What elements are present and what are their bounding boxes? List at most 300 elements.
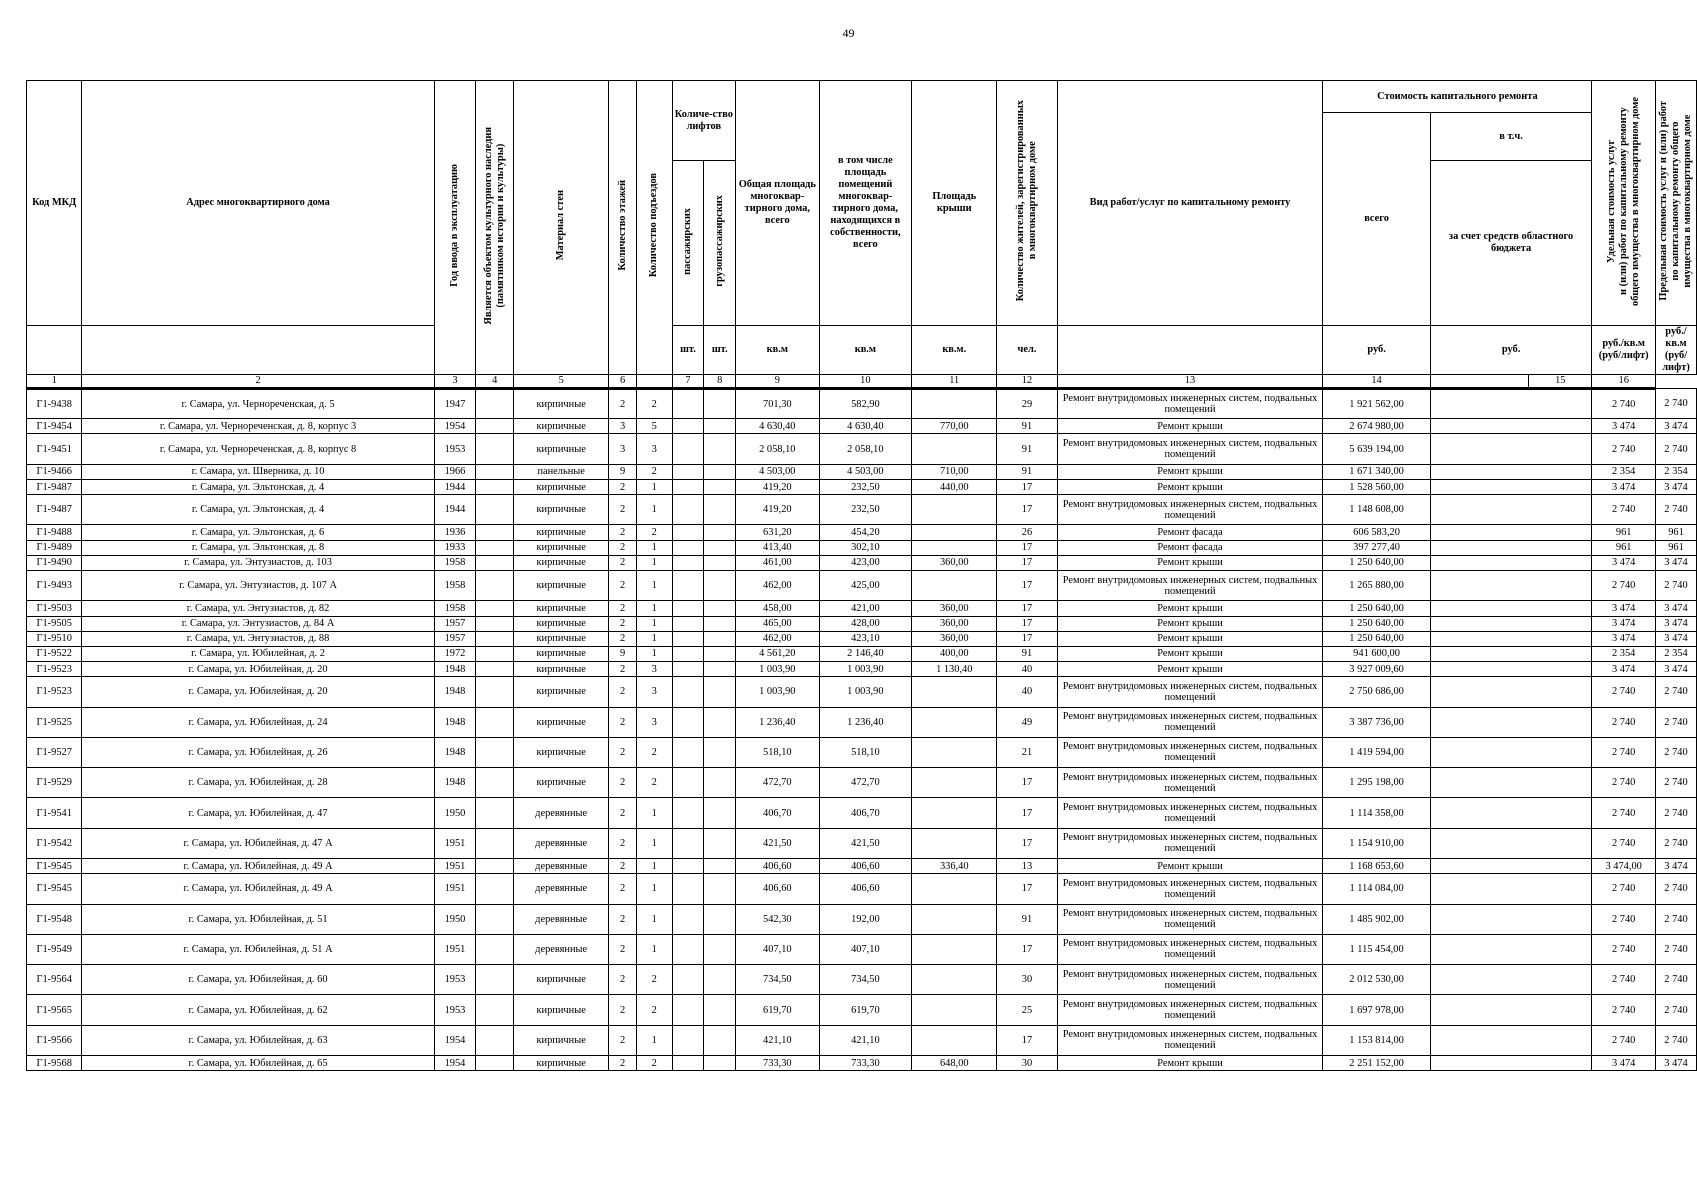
cell-lift-cargo	[704, 646, 736, 661]
cell-address: г. Самара, ул. Чернореченская, д. 5	[82, 389, 434, 419]
cell-unit-cost: 2 740	[1592, 434, 1656, 464]
cell-code: Г1-9454	[27, 419, 82, 434]
cell-cost-total: 1 114 084,00	[1323, 874, 1430, 904]
cell-code: Г1-9503	[27, 601, 82, 616]
header-max-cost: Предельная стоимость услуг и (или) работ по капитальному ремонту общего имущества в многоквартирном доме	[1656, 81, 1697, 326]
cell-roof-area	[912, 737, 997, 767]
cell-max-cost: 2 354	[1656, 464, 1697, 479]
cell-heritage	[476, 662, 514, 677]
cell-cost-total: 1 528 560,00	[1323, 479, 1430, 494]
cell-roof-area	[912, 571, 997, 601]
cell-max-cost: 2 740	[1656, 571, 1697, 601]
cell-lift-cargo	[704, 874, 736, 904]
cell-cost-regional	[1430, 707, 1592, 737]
cell-residents: 29	[997, 389, 1057, 419]
cell-residents: 17	[997, 540, 1057, 555]
cell-unit-cost: 2 740	[1592, 1025, 1656, 1055]
cell-cost-total: 1 153 814,00	[1323, 1025, 1430, 1055]
table-row	[27, 662, 1697, 677]
cell-cost-regional	[1430, 1056, 1592, 1071]
cell-floors: 2	[609, 1056, 637, 1071]
cell-cost-total: 3 927 009,60	[1323, 662, 1430, 677]
column-number: 9	[736, 375, 819, 389]
cell-cost-regional	[1430, 646, 1592, 661]
cell-entrances: 1	[636, 540, 672, 555]
cell-year: 1957	[434, 616, 476, 631]
cell-wall-material: кирпичные	[514, 737, 609, 767]
table-row	[27, 874, 1697, 904]
unit-residents: чел.	[997, 326, 1057, 375]
cell-floors: 2	[609, 798, 637, 828]
cell-roof-area	[912, 434, 997, 464]
cell-wall-material: кирпичные	[514, 631, 609, 646]
cell-roof-area: 336,40	[912, 859, 997, 874]
cell-code: Г1-9545	[27, 874, 82, 904]
cell-heritage	[476, 419, 514, 434]
cell-code: Г1-9488	[27, 525, 82, 540]
cell-address: г. Самара, ул. Эльтонская, д. 4	[82, 495, 434, 525]
cell-work-type: Ремонт крыши	[1057, 631, 1323, 646]
header-floors: Количество этажей	[609, 81, 637, 375]
cell-roof-area	[912, 828, 997, 858]
page-number: 49	[842, 26, 855, 40]
cell-owned-area: 1 003,90	[819, 662, 912, 677]
cell-wall-material: кирпичные	[514, 540, 609, 555]
cell-work-type: Ремонт внутридомовых инженерных систем, подвальных помещений	[1057, 995, 1323, 1025]
cell-total-area: 406,70	[736, 798, 819, 828]
cell-roof-area: 400,00	[912, 646, 997, 661]
cell-max-cost: 3 474	[1656, 859, 1697, 874]
cell-code: Г1-9566	[27, 1025, 82, 1055]
cell-cost-total: 1 148 608,00	[1323, 495, 1430, 525]
cell-residents: 91	[997, 419, 1057, 434]
unit-owned-area: кв.м	[819, 326, 912, 375]
cell-roof-area: 1 130,40	[912, 662, 997, 677]
cell-work-type: Ремонт внутридомовых инженерных систем, подвальных помещений	[1057, 904, 1323, 934]
cell-total-area: 4 561,20	[736, 646, 819, 661]
cell-wall-material: деревянные	[514, 798, 609, 828]
cell-entrances: 2	[636, 389, 672, 419]
cell-total-area: 701,30	[736, 389, 819, 419]
cell-address: г. Самара, ул. Чернореченская, д. 8, корпус 8	[82, 434, 434, 464]
header-owned-area: в том числе площадь помещений многоквар-тирного дома, находящихся в собственности, всего	[819, 81, 912, 326]
cell-cost-regional	[1430, 464, 1592, 479]
cell-roof-area	[912, 965, 997, 995]
cell-cost-regional	[1430, 419, 1592, 434]
cell-wall-material: кирпичные	[514, 419, 609, 434]
cell-owned-area: 421,00	[819, 601, 912, 616]
cell-heritage	[476, 479, 514, 494]
cell-roof-area	[912, 677, 997, 707]
cell-max-cost: 2 740	[1656, 434, 1697, 464]
cell-entrances: 1	[636, 555, 672, 570]
cell-year: 1951	[434, 859, 476, 874]
cell-max-cost: 2 740	[1656, 707, 1697, 737]
header-including: в т.ч.	[1430, 113, 1592, 161]
cell-unit-cost: 3 474	[1592, 419, 1656, 434]
cell-heritage	[476, 540, 514, 555]
cell-lift-passenger	[672, 677, 704, 707]
cell-wall-material: кирпичные	[514, 616, 609, 631]
cell-total-area: 461,00	[736, 555, 819, 570]
cell-owned-area: 407,10	[819, 934, 912, 964]
cell-roof-area	[912, 904, 997, 934]
cell-heritage	[476, 828, 514, 858]
cell-max-cost: 2 740	[1656, 874, 1697, 904]
cell-wall-material: кирпичные	[514, 1056, 609, 1071]
cell-entrances: 2	[636, 768, 672, 798]
unit-lift-cargo: шт.	[704, 326, 736, 375]
cell-unit-cost: 2 740	[1592, 495, 1656, 525]
column-number: 12	[997, 375, 1057, 389]
cell-heritage	[476, 904, 514, 934]
cell-unit-cost: 2 740	[1592, 995, 1656, 1025]
cell-residents: 91	[997, 464, 1057, 479]
cell-wall-material: деревянные	[514, 904, 609, 934]
cell-lift-passenger	[672, 662, 704, 677]
cell-residents: 17	[997, 934, 1057, 964]
cell-address: г. Самара, ул. Энтузиастов, д. 88	[82, 631, 434, 646]
cell-entrances: 1	[636, 859, 672, 874]
cell-roof-area: 360,00	[912, 555, 997, 570]
cell-entrances: 1	[636, 874, 672, 904]
cell-total-area: 421,50	[736, 828, 819, 858]
column-number: 13	[1057, 375, 1323, 389]
cell-work-type: Ремонт внутридомовых инженерных систем, подвальных помещений	[1057, 571, 1323, 601]
cell-cost-regional	[1430, 737, 1592, 767]
cell-residents: 49	[997, 707, 1057, 737]
cell-wall-material: деревянные	[514, 874, 609, 904]
cell-total-area: 619,70	[736, 995, 819, 1025]
unit-cost-total: руб.	[1323, 326, 1430, 375]
cell-work-type: Ремонт крыши	[1057, 464, 1323, 479]
cell-entrances: 1	[636, 828, 672, 858]
cell-address: г. Самара, ул. Энтузиастов, д. 82	[82, 601, 434, 616]
cell-max-cost: 2 740	[1656, 995, 1697, 1025]
cell-roof-area: 360,00	[912, 616, 997, 631]
cell-work-type: Ремонт внутридомовых инженерных систем, подвальных помещений	[1057, 874, 1323, 904]
cell-floors: 2	[609, 707, 637, 737]
cell-floors: 2	[609, 389, 637, 419]
cell-unit-cost: 2 740	[1592, 389, 1656, 419]
cell-cost-regional	[1430, 555, 1592, 570]
cell-year: 1957	[434, 631, 476, 646]
cell-max-cost: 2 354	[1656, 646, 1697, 661]
cell-entrances: 1	[636, 646, 672, 661]
cell-roof-area	[912, 995, 997, 1025]
cell-year: 1958	[434, 601, 476, 616]
cell-floors: 3	[609, 434, 637, 464]
cell-code: Г1-9527	[27, 737, 82, 767]
cell-wall-material: кирпичные	[514, 525, 609, 540]
cell-lift-cargo	[704, 707, 736, 737]
cell-wall-material: деревянные	[514, 934, 609, 964]
cell-lift-passenger	[672, 479, 704, 494]
cell-heritage	[476, 616, 514, 631]
cell-unit-cost: 3 474	[1592, 616, 1656, 631]
cell-work-type: Ремонт внутридомовых инженерных систем, подвальных помещений	[1057, 828, 1323, 858]
cell-code: Г1-9489	[27, 540, 82, 555]
cell-heritage	[476, 677, 514, 707]
cell-year: 1947	[434, 389, 476, 419]
cell-roof-area	[912, 495, 997, 525]
cell-wall-material: кирпичные	[514, 495, 609, 525]
cell-lift-passenger	[672, 525, 704, 540]
cell-floors: 2	[609, 1025, 637, 1055]
cell-lift-passenger	[672, 1025, 704, 1055]
header-entrances: Количество подъездов	[636, 81, 672, 375]
cell-work-type: Ремонт внутридомовых инженерных систем, подвальных помещений	[1057, 1025, 1323, 1055]
cell-lift-cargo	[704, 434, 736, 464]
cell-roof-area	[912, 934, 997, 964]
table-row	[27, 495, 1697, 525]
cell-entrances: 3	[636, 707, 672, 737]
table-row	[27, 995, 1697, 1025]
cell-address: г. Самара, ул. Юбилейная, д. 63	[82, 1025, 434, 1055]
cell-lift-passenger	[672, 571, 704, 601]
cell-max-cost: 3 474	[1656, 631, 1697, 646]
cell-address: г. Самара, ул. Юбилейная, д. 28	[82, 768, 434, 798]
header-unit-cost: Удельная стоимость услуг и (или) работ по капитальному ремонту общего имущества в многоквартирном доме	[1592, 81, 1656, 326]
cell-cost-regional	[1430, 874, 1592, 904]
cell-wall-material: кирпичные	[514, 601, 609, 616]
cell-lift-passenger	[672, 828, 704, 858]
cell-roof-area	[912, 540, 997, 555]
column-number: 14	[1323, 375, 1430, 389]
cell-address: г. Самара, ул. Юбилейная, д. 2	[82, 646, 434, 661]
cell-year: 1953	[434, 965, 476, 995]
cell-residents: 17	[997, 601, 1057, 616]
cell-lift-cargo	[704, 828, 736, 858]
cell-wall-material: кирпичные	[514, 1025, 609, 1055]
cell-unit-cost: 2 354	[1592, 464, 1656, 479]
cell-wall-material: кирпичные	[514, 571, 609, 601]
cell-total-area: 406,60	[736, 874, 819, 904]
cell-year: 1950	[434, 904, 476, 934]
table-row	[27, 646, 1697, 661]
column-number	[1430, 375, 1528, 389]
cell-code: Г1-9490	[27, 555, 82, 570]
cell-owned-area: 1 236,40	[819, 707, 912, 737]
cell-floors: 2	[609, 525, 637, 540]
cell-owned-area: 454,20	[819, 525, 912, 540]
table-row	[27, 828, 1697, 858]
cell-floors: 2	[609, 662, 637, 677]
cell-floors: 2	[609, 904, 637, 934]
unit-blank-2	[82, 326, 434, 375]
cell-work-type: Ремонт внутридомовых инженерных систем, подвальных помещений	[1057, 798, 1323, 828]
cell-year: 1948	[434, 737, 476, 767]
cell-cost-total: 397 277,40	[1323, 540, 1430, 555]
table-row	[27, 768, 1697, 798]
cell-entrances: 3	[636, 434, 672, 464]
cell-unit-cost: 3 474	[1592, 601, 1656, 616]
cell-address: г. Самара, ул. Эльтонская, д. 6	[82, 525, 434, 540]
cell-total-area: 4 503,00	[736, 464, 819, 479]
table-body	[27, 389, 1697, 1071]
cell-work-type: Ремонт внутридомовых инженерных систем, подвальных помещений	[1057, 965, 1323, 995]
cell-lift-passenger	[672, 874, 704, 904]
cell-cost-total: 2 674 980,00	[1323, 419, 1430, 434]
column-number: 5	[514, 375, 609, 389]
cell-code: Г1-9564	[27, 965, 82, 995]
cell-address: г. Самара, ул. Эльтонская, д. 8	[82, 540, 434, 555]
cell-roof-area: 440,00	[912, 479, 997, 494]
cell-roof-area	[912, 1025, 997, 1055]
cell-code: Г1-9487	[27, 479, 82, 494]
cell-lift-cargo	[704, 737, 736, 767]
cell-address: г. Самара, ул. Юбилейная, д. 20	[82, 662, 434, 677]
cell-lift-passenger	[672, 434, 704, 464]
cell-heritage	[476, 646, 514, 661]
cell-work-type: Ремонт внутридомовых инженерных систем, подвальных помещений	[1057, 737, 1323, 767]
cell-owned-area: 421,50	[819, 828, 912, 858]
cell-residents: 91	[997, 646, 1057, 661]
cell-code: Г1-9523	[27, 662, 82, 677]
header-lift-passenger: пассажирских	[672, 161, 704, 326]
cell-roof-area	[912, 525, 997, 540]
table-row	[27, 419, 1697, 434]
cell-total-area: 2 058,10	[736, 434, 819, 464]
column-number: 15	[1529, 375, 1592, 389]
cell-code: Г1-9529	[27, 768, 82, 798]
cell-lift-passenger	[672, 995, 704, 1025]
cell-total-area: 542,30	[736, 904, 819, 934]
cell-work-type: Ремонт внутридомовых инженерных систем, подвальных помещений	[1057, 495, 1323, 525]
unit-work-blank	[1057, 326, 1323, 375]
cell-roof-area: 648,00	[912, 1056, 997, 1071]
column-number: 7	[672, 375, 704, 389]
cell-lift-passenger	[672, 389, 704, 419]
cell-unit-cost: 961	[1592, 525, 1656, 540]
cell-address: г. Самара, ул. Юбилейная, д. 60	[82, 965, 434, 995]
cell-heritage	[476, 1056, 514, 1071]
cell-max-cost: 961	[1656, 540, 1697, 555]
cell-max-cost: 2 740	[1656, 828, 1697, 858]
cell-work-type: Ремонт крыши	[1057, 555, 1323, 570]
cell-cost-total: 1 419 594,00	[1323, 737, 1430, 767]
cell-wall-material: кирпичные	[514, 646, 609, 661]
cell-year: 1948	[434, 677, 476, 707]
cell-work-type: Ремонт внутридомовых инженерных систем, подвальных помещений	[1057, 389, 1323, 419]
cell-entrances: 1	[636, 934, 672, 964]
cell-cost-total: 941 600,00	[1323, 646, 1430, 661]
cell-lift-cargo	[704, 464, 736, 479]
table-row	[27, 1056, 1697, 1071]
cell-year: 1954	[434, 1056, 476, 1071]
cell-entrances: 2	[636, 525, 672, 540]
table-row	[27, 479, 1697, 494]
table-row	[27, 707, 1697, 737]
column-number-row	[27, 375, 1697, 389]
cell-wall-material: деревянные	[514, 859, 609, 874]
cell-entrances: 1	[636, 479, 672, 494]
cell-floors: 2	[609, 737, 637, 767]
cell-max-cost: 3 474	[1656, 479, 1697, 494]
cell-residents: 25	[997, 995, 1057, 1025]
cell-unit-cost: 2 740	[1592, 571, 1656, 601]
cell-residents: 17	[997, 571, 1057, 601]
cell-year: 1936	[434, 525, 476, 540]
cell-work-type: Ремонт крыши	[1057, 479, 1323, 494]
cell-cost-total: 1 168 653,60	[1323, 859, 1430, 874]
unit-blank-1	[27, 326, 82, 375]
cell-wall-material: панельные	[514, 464, 609, 479]
cell-roof-area: 360,00	[912, 631, 997, 646]
cell-unit-cost: 961	[1592, 540, 1656, 555]
cell-lift-cargo	[704, 1056, 736, 1071]
cell-total-area: 462,00	[736, 571, 819, 601]
cell-wall-material: деревянные	[514, 828, 609, 858]
cell-lift-passenger	[672, 965, 704, 995]
cell-lift-cargo	[704, 662, 736, 677]
cell-unit-cost: 2 740	[1592, 828, 1656, 858]
cell-max-cost: 2 740	[1656, 389, 1697, 419]
header-work-type: Вид работ/услуг по капитальному ремонту	[1057, 81, 1323, 326]
cell-total-area: 421,10	[736, 1025, 819, 1055]
cell-cost-regional	[1430, 1025, 1592, 1055]
cell-lift-passenger	[672, 934, 704, 964]
cell-year: 1953	[434, 434, 476, 464]
cell-floors: 2	[609, 677, 637, 707]
cell-residents: 17	[997, 616, 1057, 631]
cell-owned-area: 733,30	[819, 1056, 912, 1071]
cell-floors: 3	[609, 419, 637, 434]
cell-residents: 26	[997, 525, 1057, 540]
cell-lift-cargo	[704, 934, 736, 964]
cell-code: Г1-9548	[27, 904, 82, 934]
cell-year: 1951	[434, 874, 476, 904]
cell-owned-area: 4 503,00	[819, 464, 912, 479]
unit-unit-cost: руб./кв.м (руб/лифт)	[1592, 326, 1656, 375]
cell-work-type: Ремонт фасада	[1057, 525, 1323, 540]
cell-address: г. Самара, ул. Юбилейная, д. 62	[82, 995, 434, 1025]
cell-wall-material: кирпичные	[514, 965, 609, 995]
cell-floors: 2	[609, 965, 637, 995]
cell-owned-area: 1 003,90	[819, 677, 912, 707]
cell-residents: 13	[997, 859, 1057, 874]
cell-owned-area: 425,00	[819, 571, 912, 601]
cell-floors: 2	[609, 495, 637, 525]
cell-unit-cost: 2 740	[1592, 904, 1656, 934]
header-heritage: Является объектом культурного наследия (памятником истории и культуры)	[476, 81, 514, 375]
cell-roof-area	[912, 768, 997, 798]
header-cost-regional: за счет средств областного бюджета	[1430, 161, 1592, 326]
cell-max-cost: 3 474	[1656, 616, 1697, 631]
cell-roof-area	[912, 707, 997, 737]
cell-year: 1950	[434, 798, 476, 828]
cell-entrances: 2	[636, 965, 672, 995]
cell-heritage	[476, 571, 514, 601]
table-row	[27, 934, 1697, 964]
cell-residents: 17	[997, 555, 1057, 570]
column-number: 4	[476, 375, 514, 389]
column-number: 3	[434, 375, 476, 389]
cell-max-cost: 2 740	[1656, 934, 1697, 964]
cell-unit-cost: 3 474	[1592, 662, 1656, 677]
cell-heritage	[476, 555, 514, 570]
header-year: Год ввода в эксплуатацию	[434, 81, 476, 375]
cell-work-type: Ремонт крыши	[1057, 616, 1323, 631]
table-row	[27, 631, 1697, 646]
cell-roof-area	[912, 389, 997, 419]
cell-total-area: 465,00	[736, 616, 819, 631]
cell-year: 1954	[434, 1025, 476, 1055]
cell-residents: 17	[997, 1025, 1057, 1055]
cell-cost-regional	[1430, 859, 1592, 874]
cell-entrances: 1	[636, 571, 672, 601]
cell-max-cost: 2 740	[1656, 768, 1697, 798]
